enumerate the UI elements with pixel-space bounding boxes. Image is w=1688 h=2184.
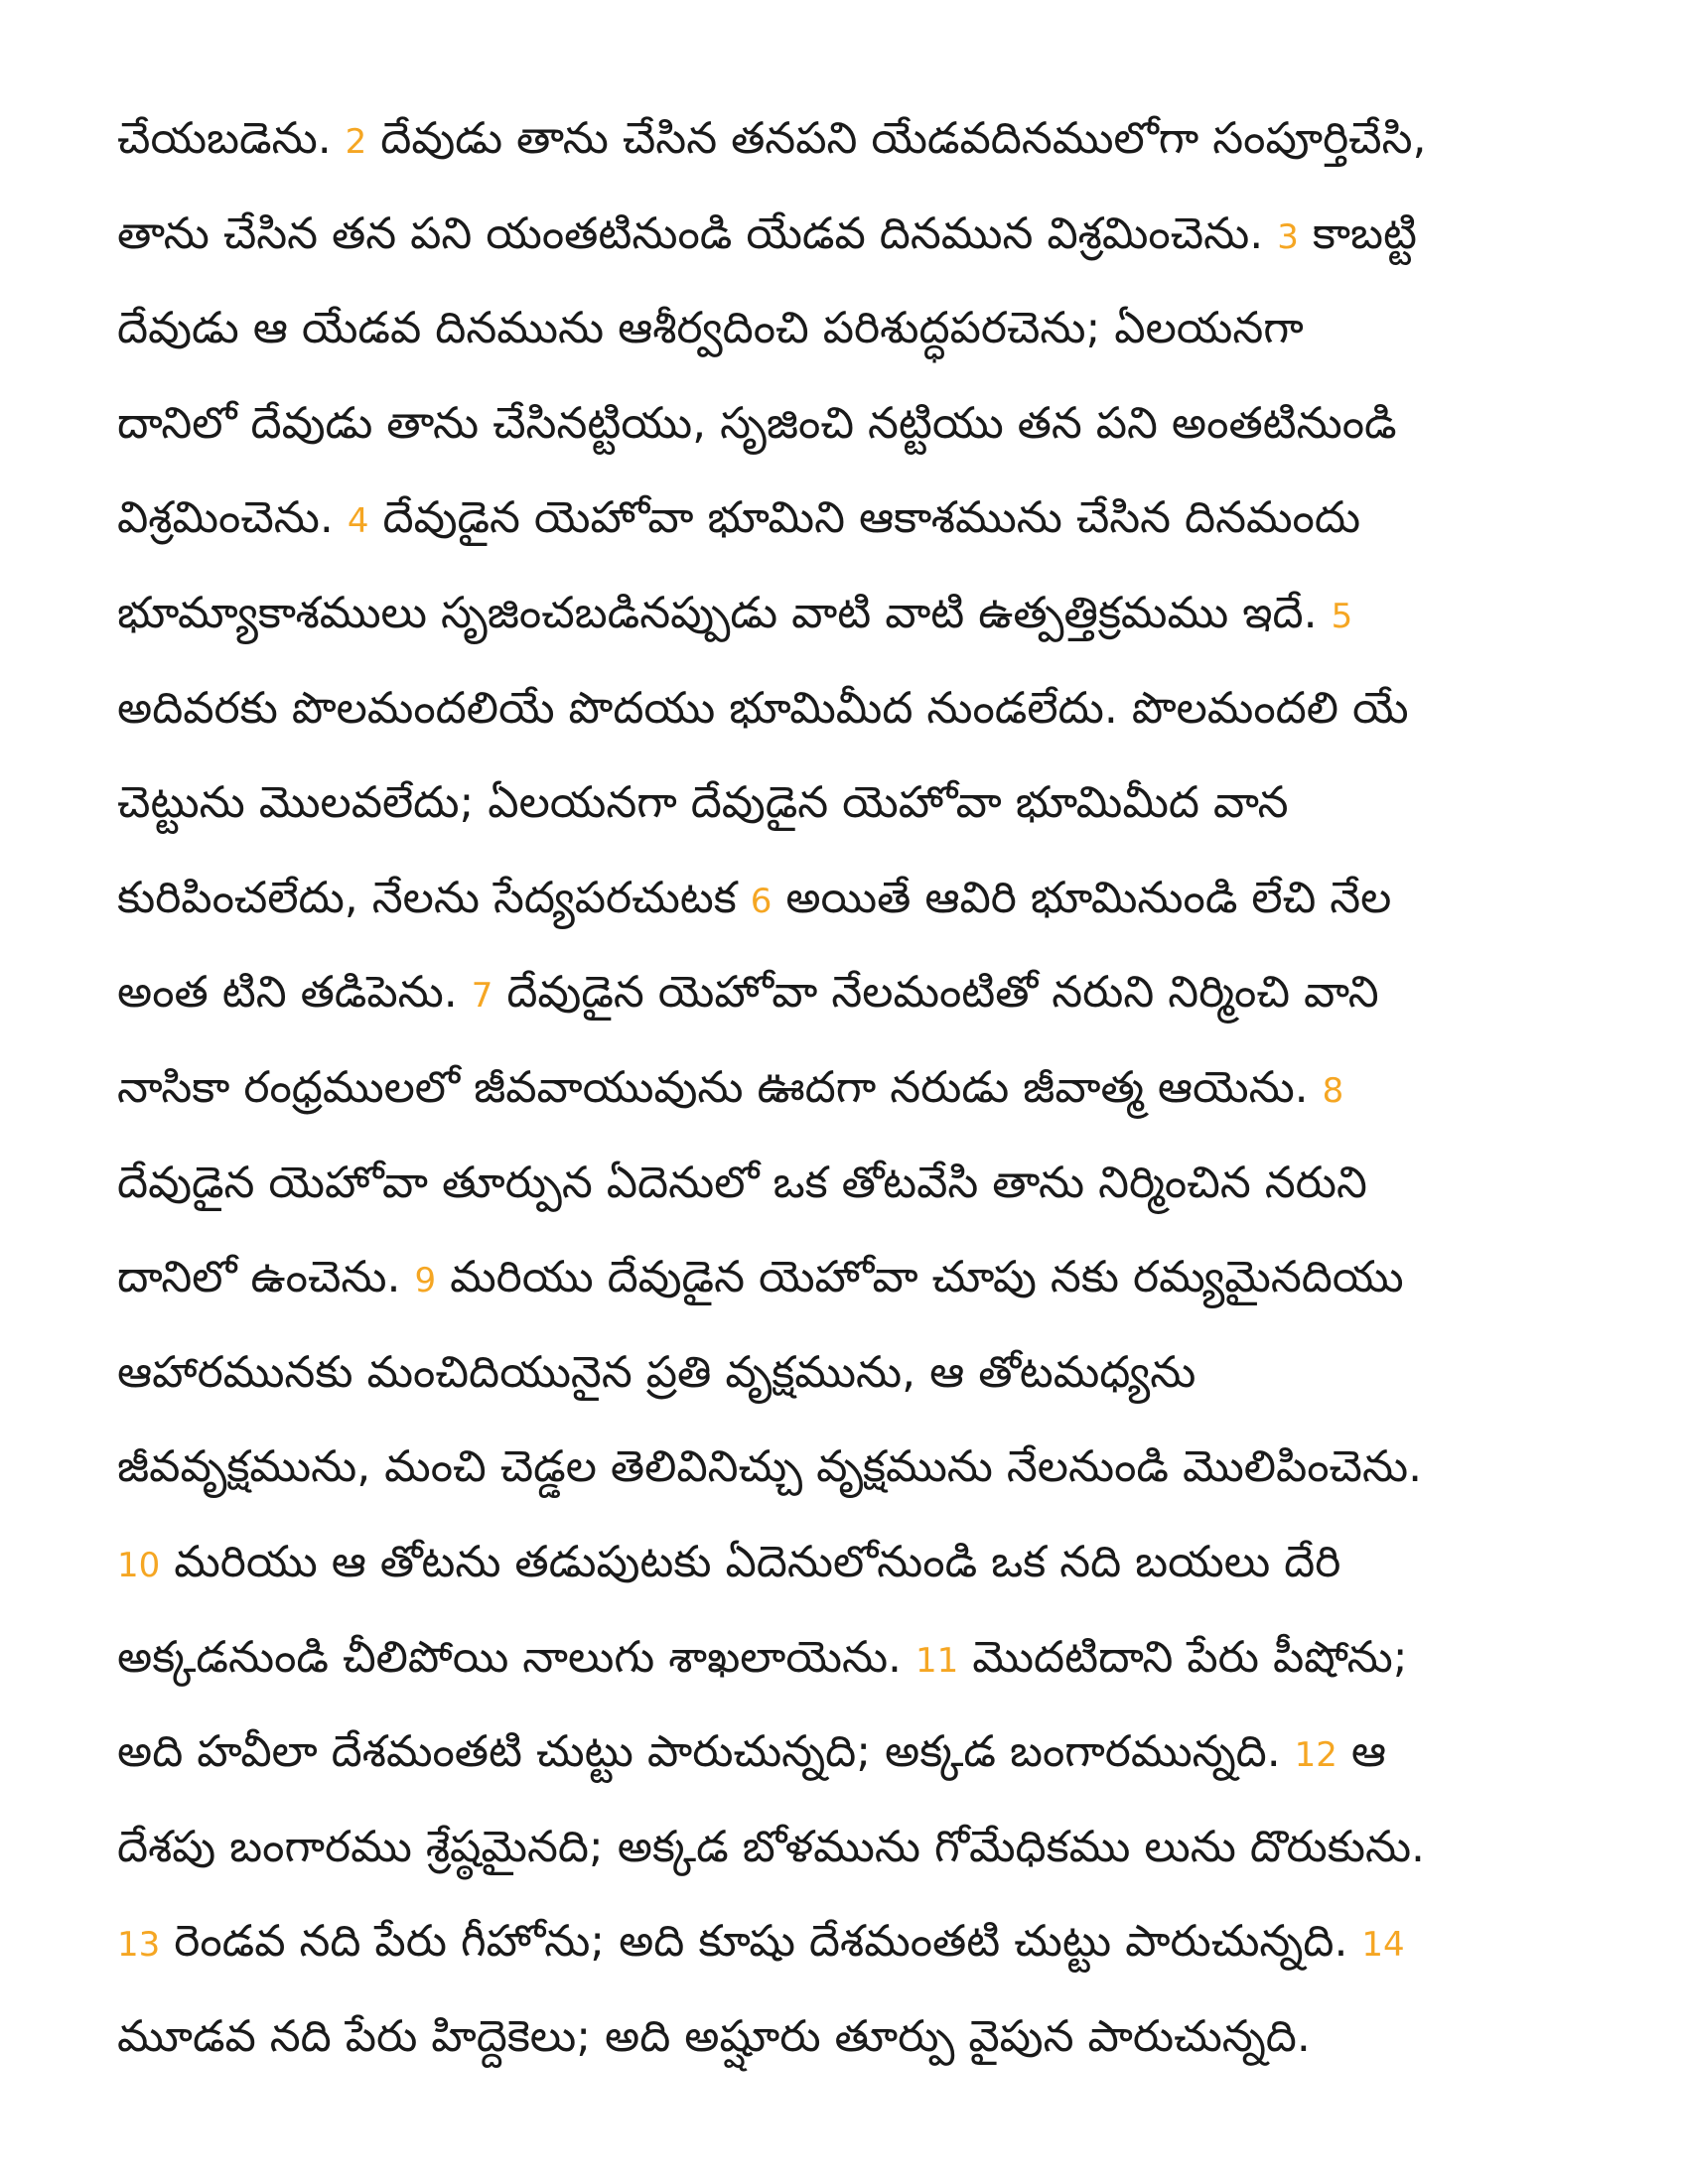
verse-text: కాబట్టి (1298, 207, 1417, 259)
text-line (117, 1040, 1567, 1136)
text-line (117, 1989, 1567, 2085)
text-line (117, 187, 1567, 282)
text-line (117, 91, 1567, 187)
text-line (117, 1136, 1567, 1231)
text-line (117, 471, 1567, 566)
verse-number: 4 (347, 501, 369, 542)
verse-number: 14 (1361, 1925, 1405, 1966)
text-line (117, 1420, 1567, 1515)
verse-text: అయితే ఆవిరి భూమినుండి లేచి నేల (772, 872, 1392, 923)
verse-text: తాను చేసిన తన పని యంతటినుండి యేడవ దినమున విశ్రమించెను. (117, 207, 1278, 259)
text-line (117, 945, 1567, 1040)
verse-text: జీవవృక్షమును, మంచి చెడ్డల తెలివినిచ్చు వృక్షమును నేలనుండి మొలిపించెను. (117, 1441, 1423, 1493)
verse-text: భూమ్యాకాశములు సృజించబడినప్పుడు వాటి వాటి ఉత్పత్తిక్రమము ఇదే. (117, 587, 1332, 638)
verse-text: దేశపు బంగారము శ్రేష్ఠమైనది; అక్కడ బోళమును గోమేధికము లును దొరుకును. (117, 1821, 1426, 1872)
verse-text: నాసికా రంధ్రములలో జీవవాయువును ఊదగా నరుడు జీవాత్మ ఆయెను. (117, 1061, 1323, 1113)
document-page (117, 91, 1567, 2087)
text-line (117, 1325, 1567, 1421)
verse-text: దేవుడు తాను చేసిన తనపని యేడవదినములోగా సంపూర్తిచేసి, (366, 113, 1427, 164)
verse-text: మరియు ఆ తోటను తడుపుటకు ఏదెనులోనుండి ఒక నది బయలు దేరి (160, 1536, 1341, 1587)
verse-text: దేవుడైన యెహోవా నేలమంటితో నరుని నిర్మించి వాని (492, 967, 1379, 1019)
verse-text: చెట్టును మొలవలేదు; ఏలయనగా దేవుడైన యెహోవా భూమిమీద వాన (117, 777, 1289, 829)
verse-text: అక్కడనుండి చీలిపోయి నాలుగు శాఖలాయెను. (117, 1631, 916, 1683)
text-line (117, 851, 1567, 946)
verse-text: ఆహారమునకు మంచిదియునైన ప్రతి వృక్షమును, ఆ తోటమధ్యను (117, 1346, 1196, 1398)
verse-text: దేవుడైన యెహోవా తూర్పున ఏదెనులో ఒక తోటవేసి తాను నిర్మించిన నరుని (117, 1157, 1367, 1208)
text-line (117, 376, 1567, 472)
verse-text: చేయబడెను. (117, 113, 346, 164)
verse-number: 11 (915, 1640, 959, 1681)
verse-number: 7 (471, 976, 493, 1017)
verse-number: 10 (117, 1545, 161, 1585)
text-line (117, 755, 1567, 851)
verse-number: 9 (414, 1261, 437, 1301)
verse-text: దేవుడైన యెహోవా భూమిని ఆకాశమును చేసిన దినమందు (368, 492, 1361, 544)
text-line (117, 566, 1567, 661)
text-line (117, 281, 1567, 376)
text-line (117, 1800, 1567, 1895)
verse-text: దానిలో ఉంచెను. (117, 1252, 415, 1303)
verse-text: ఆ (1336, 1726, 1387, 1778)
verse-text: అదివరకు పొలమందలియే పొదయు భూమిమీద నుండలేదు. పొలమందలి యే (117, 682, 1409, 734)
verse-number: 13 (117, 1925, 161, 1966)
verse-text: దేవుడు ఆ యేడవ దినమును ఆశీర్వదించి పరిశుద్ధపరచెను; ఏలయనగా (117, 303, 1304, 354)
verse-text: మూడవ నది పేరు హిద్దెకెలు; అది అష్షూరు తూర్పు వైపున పారుచున్నది. (117, 2010, 1311, 2062)
verse-number: 3 (1277, 216, 1299, 257)
verse-text: విశ్రమించెను. (117, 492, 348, 544)
verse-text: అంత టిని తడిపెను. (117, 967, 472, 1019)
verse-number: 6 (750, 881, 773, 921)
verse-text: కురిపించలేదు, నేలను సేద్యపరచుటక (117, 872, 751, 923)
verse-text: రెండవ నది పేరు గీహోను; అది కూషు దేశమంతటి చుట్టు పారుచున్నది. (160, 1916, 1362, 1968)
verse-text: దానిలో దేవుడు తాను చేసినట్టియు, సృజించి నట్టియు తన పని అంతటినుండి (117, 397, 1397, 449)
text-line (117, 1894, 1567, 1989)
verse-number: 5 (1331, 596, 1353, 636)
verse-number: 8 (1322, 1070, 1344, 1111)
verse-text: అది హవీలా దేశమంతటి చుట్టు పారుచున్నది; అక్కడ బంగారమున్నది. (117, 1726, 1295, 1778)
verse-text: మొదటిదాని పేరు పీషోను; (958, 1631, 1408, 1683)
verse-number: 12 (1294, 1735, 1337, 1776)
text-line (117, 1705, 1567, 1800)
text-line (117, 1230, 1567, 1325)
text-line (117, 661, 1567, 756)
verse-text: మరియు దేవుడైన యెహోవా చూపు నకు రమ్యమైనదియు (436, 1252, 1404, 1303)
text-line (117, 1610, 1567, 1706)
verse-number: 2 (345, 122, 367, 162)
text-line (117, 1515, 1567, 1610)
